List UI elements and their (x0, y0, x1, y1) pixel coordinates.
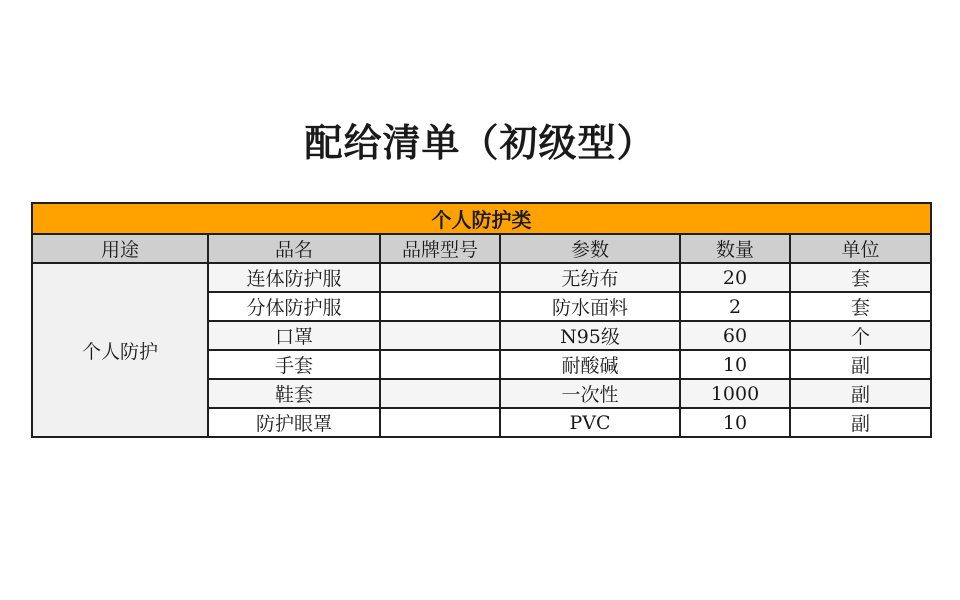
table-row (32, 263, 931, 292)
cell-brand (380, 350, 500, 379)
cell-brand (380, 292, 500, 321)
column-header-row (32, 234, 931, 263)
category-header: 个人防护类 (32, 203, 931, 234)
cell-param: 无纺布 (500, 263, 680, 292)
cell-qty: 1000 (680, 379, 790, 408)
cell-unit: 套 (790, 292, 931, 321)
cell-param: 耐酸碱 (500, 350, 680, 379)
column-header-brand: 品牌型号 (380, 234, 500, 263)
column-header-qty: 数量 (680, 234, 790, 263)
cell-brand (380, 379, 500, 408)
cell-name: 分体防护服 (208, 292, 380, 321)
column-header-name: 品名 (208, 234, 380, 263)
cell-name: 鞋套 (208, 379, 380, 408)
cell-name: 口罩 (208, 321, 380, 350)
cell-unit: 个 (790, 321, 931, 350)
cell-name: 手套 (208, 350, 380, 379)
supply-table (31, 202, 932, 438)
cell-brand (380, 321, 500, 350)
cell-qty: 10 (680, 408, 790, 437)
category-row (32, 203, 931, 234)
cell-param: 一次性 (500, 379, 680, 408)
cell-unit: 副 (790, 379, 931, 408)
column-header-use: 用途 (32, 234, 208, 263)
cell-qty: 2 (680, 292, 790, 321)
cell-name: 防护眼罩 (208, 408, 380, 437)
page-title: 配给清单（初级型） (304, 121, 656, 165)
cell-name: 连体防护服 (208, 263, 380, 292)
cell-unit: 副 (790, 350, 931, 379)
cell-brand (380, 263, 500, 292)
group-cell-personal-protection: 个人防护 (32, 263, 208, 437)
cell-param: 防水面料 (500, 292, 680, 321)
cell-qty: 20 (680, 263, 790, 292)
column-header-unit: 单位 (790, 234, 931, 263)
cell-unit: 套 (790, 263, 931, 292)
cell-unit: 副 (790, 408, 931, 437)
cell-qty: 10 (680, 350, 790, 379)
cell-param: N95级 (500, 321, 680, 350)
cell-param: PVC (500, 408, 680, 437)
cell-qty: 60 (680, 321, 790, 350)
column-header-param: 参数 (500, 234, 680, 263)
cell-brand (380, 408, 500, 437)
